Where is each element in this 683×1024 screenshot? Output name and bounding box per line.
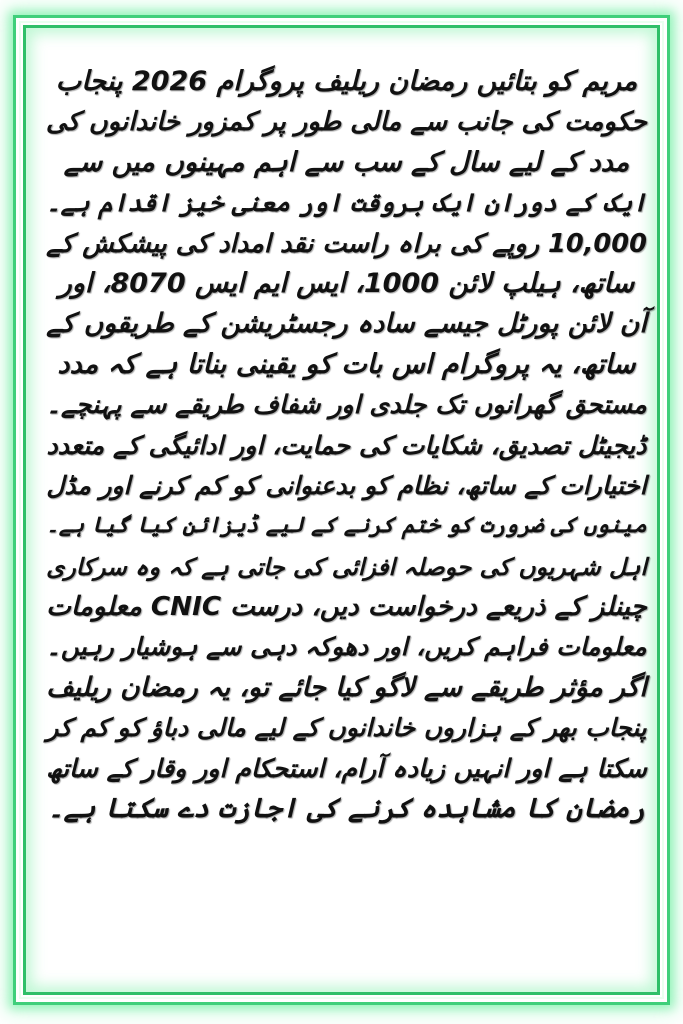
text-line-18: سکتا ہے اور انہیں زیادہ آرام، استحکام اور وقار کے ساتھ (46, 753, 647, 783)
text-line-4: ایک کے دوران ایک بروقت اور معنی خیز اقدام ہے۔ (46, 188, 647, 218)
text-line-2: حکومت کی جانب سے مالی طور پر کمزور خاندانوں کی (45, 107, 647, 138)
article-text-block (46, 62, 647, 829)
text-line-13: اہل شہریوں کی حوصلہ افزائی کی جاتی ہے کہ وہ سرکاری (46, 552, 647, 581)
text-line-7: آن لائن پورٹل جیسے سادہ رجسٹریشن کے طریقوں کے (46, 308, 647, 340)
text-line-6: ساتھ، ہیلپ لائن 1000، ایس ایم ایس 8070، اور (58, 267, 635, 299)
text-line-14: چینلز کے ذریعے درخواست دیں، درست CNIC معلومات (46, 592, 647, 623)
text-line-3: مدد کے لیے سال کے سب سے اہم مہینوں میں سے (63, 146, 630, 178)
text-line-9: مستحق گھرانوں تک جلدی اور شفاف طریقے سے پہنچے۔ (46, 390, 647, 420)
text-line-19: رمضان کا مشاہدہ کرنے کی اجازت دے سکتا ہے۔ (47, 793, 646, 825)
text-line-5: 10,000 روپے کی براہ راست نقد امداد کی پیشکش کے (46, 228, 647, 259)
text-line-11: اختیارات کے ساتھ، نظام کو بدعنوانی کو کم کرنے اور مڈل (46, 470, 647, 500)
text-line-1: مریم کو بتائیں رمضان ریلیف پروگرام 2026 پنجاب (55, 66, 638, 97)
text-line-16: اگر مؤثر طریقے سے لاگو کیا جائے تو، یہ رمضان ریلیف (46, 671, 647, 703)
text-line-17: پنجاب بھر کے ہزاروں خاندانوں کے لیے مالی دباؤ کو کم کر (46, 713, 647, 743)
text-line-15: معلومات فراہم کریں، اور دھوکہ دہی سے ہوشیار رہیں۔ (46, 632, 647, 662)
text-line-8: ساتھ، یہ پروگرام اس بات کو یقینی بناتا ہے کہ مدد (57, 348, 636, 380)
text-line-12: مینوں کی ضرورت کو ختم کرنے کے لیے ڈیزائن کیا گیا ہے۔ (46, 513, 647, 539)
text-line-10: ڈیجیٹل تصدیق، شکایات کی حمایت، اور ادائیگی کے متعدد (46, 430, 647, 460)
